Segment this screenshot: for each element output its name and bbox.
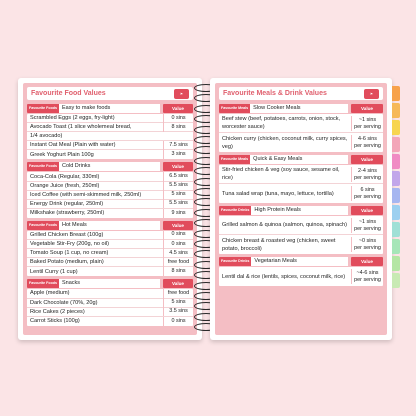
section-name: Snacks [59, 279, 160, 288]
item-name: Iced Coffee (with semi-skimmed milk, 250ml) [30, 191, 142, 198]
section-rows [219, 267, 383, 286]
brand-logo: ⚑ [174, 89, 189, 99]
item-name: Coca-Cola (Regular, 330ml) [30, 173, 100, 180]
index-tab[interactable] [392, 86, 400, 101]
value-header: Value [351, 104, 383, 113]
value-unit: per serving [354, 277, 381, 283]
value-header: Value [351, 155, 383, 164]
value-header: Value [163, 221, 193, 230]
item-value [351, 135, 383, 150]
value-unit: per serving [354, 225, 381, 232]
table-row [219, 267, 383, 286]
item-name: Rice Cakes (2 pieces) [30, 308, 85, 315]
table-row [27, 200, 193, 209]
section-header [27, 221, 193, 230]
index-tab[interactable] [392, 120, 400, 135]
right-page [210, 78, 392, 340]
value-amount: 4-6 sins [358, 136, 377, 142]
item-name: Tuna salad wrap (tuna, mayo, lettuce, tortilla) [222, 190, 334, 197]
section-header [219, 206, 383, 215]
index-tab[interactable] [392, 239, 400, 254]
item-name: Carrot Sticks (100g) [30, 318, 80, 325]
value-amount: 3 sins [171, 151, 186, 158]
item-value [163, 190, 193, 199]
index-tab[interactable] [392, 256, 400, 271]
item-name: Orange Juice (fresh, 250ml) [30, 182, 100, 189]
item-value [351, 237, 383, 252]
section-rows [27, 289, 193, 325]
table-row [27, 267, 193, 276]
table-row [27, 209, 193, 218]
table-row [219, 184, 383, 203]
item-name: Vegetable Stir-Fry (200g, no oil) [30, 241, 109, 248]
item-name: Lentil Curry (1 cup) [30, 268, 78, 275]
item-value [163, 317, 193, 326]
value-amount: 5.5 sins [169, 200, 188, 207]
section-name: Hot Meals [59, 221, 160, 230]
section-header [219, 104, 383, 113]
section-rows [27, 231, 193, 276]
index-tab[interactable] [392, 171, 400, 186]
item-value [163, 289, 193, 298]
section-rows [219, 216, 383, 254]
value-unit: per serving [354, 245, 381, 251]
value-header: Value [163, 162, 193, 171]
planner-book [18, 78, 400, 340]
value-amount: 0 sins [171, 317, 186, 324]
food-section [219, 206, 383, 254]
value-amount: 9 sins [171, 209, 186, 216]
item-name: Avocado Toast (1 slice wholemeal bread, [30, 124, 132, 131]
table-row [27, 150, 193, 159]
item-value [351, 186, 383, 201]
table-row [27, 123, 193, 132]
value-amount: 2-4 sins [358, 167, 377, 174]
section-name: Quick & Easy Meals [250, 155, 348, 164]
value-amount: 8 sins [171, 123, 186, 130]
value-amount: ~1 sins [358, 116, 377, 123]
food-section [27, 279, 193, 325]
category-tag: Favourite Meals [219, 104, 250, 113]
item-value [163, 181, 193, 190]
right-sections [219, 104, 383, 286]
value-amount: 8 sins [171, 268, 186, 275]
value-amount: ~1 sins [358, 218, 377, 225]
item-value [163, 298, 193, 307]
item-value [163, 240, 193, 249]
table-row [219, 216, 383, 235]
item-value [163, 258, 193, 267]
index-tab[interactable] [392, 273, 400, 288]
item-value [163, 307, 193, 316]
item-value [351, 218, 383, 233]
section-rows [27, 114, 193, 159]
food-section [27, 221, 193, 276]
category-tag: Favourite Meals [219, 155, 250, 164]
page-title: Favourite Food Values [31, 90, 106, 97]
table-row [27, 308, 193, 317]
item-name: Stir-fried chicken & veg (soy sauce, sesame oil, rice) [222, 167, 340, 181]
category-tag: Favourite Foods [27, 104, 59, 113]
value-amount: 6.5 sins [169, 172, 188, 179]
item-value [163, 230, 193, 239]
index-tab[interactable] [392, 137, 400, 152]
item-value [351, 167, 383, 182]
value-header: Value [163, 279, 193, 288]
category-tag: Favourite Foods [27, 221, 59, 230]
section-rows [219, 165, 383, 203]
item-value [163, 249, 193, 258]
item-value [163, 172, 193, 181]
item-value [163, 114, 193, 123]
item-name: Energy Drink (regular, 250ml) [30, 200, 104, 207]
page-title-bar [219, 87, 383, 100]
value-amount: 6 sins [360, 187, 375, 193]
index-tab[interactable] [392, 154, 400, 169]
value-amount: 4.5 sins [169, 249, 188, 256]
item-name: Apple (medium) [30, 290, 70, 297]
value-amount: 0 sins [171, 231, 186, 238]
value-amount: ~4-6 sins [356, 270, 379, 276]
brand-logo: ⚑ [364, 89, 379, 99]
item-name: Baked Potato (medium, plain) [30, 259, 104, 266]
item-name: Tomato Soup (1 cup, no cream) [30, 250, 109, 257]
value-amount: 0 sins [171, 240, 186, 247]
index-tab[interactable] [392, 222, 400, 237]
section-rows [27, 172, 193, 217]
section-header [219, 155, 383, 164]
item-value [351, 269, 383, 284]
table-row [27, 141, 193, 150]
food-section [219, 155, 383, 203]
value-amount: 5 sins [171, 191, 186, 198]
value-amount: 0 sins [171, 114, 186, 121]
section-name: Easy to make foods [59, 104, 160, 113]
section-header [27, 279, 193, 288]
value-amount: free food [167, 289, 190, 296]
item-name: Chicken curry (chicken, coconut milk, curry spices, veg) [222, 135, 348, 150]
left-page-inner [23, 83, 197, 335]
page-title-bar [27, 87, 193, 100]
item-value [163, 123, 193, 132]
value-amount: 3.5 sins [169, 308, 188, 315]
table-row [27, 317, 193, 326]
value-unit: per serving [354, 123, 381, 130]
food-section [219, 104, 383, 152]
item-name: Grilled salmon & quinoa (salmon, quinoa, spinach) [222, 222, 347, 228]
table-row [219, 114, 383, 133]
left-page [18, 78, 202, 340]
section-name: Cold Drinks [59, 162, 160, 171]
value-amount: ~0 sins [358, 238, 377, 244]
item-value [163, 141, 193, 150]
page-title: Favourite Meals & Drink Values [223, 90, 327, 97]
index-tabs [392, 86, 400, 290]
value-unit: per serving [354, 174, 381, 181]
section-rows [219, 114, 383, 152]
table-row [27, 258, 193, 267]
section-name: Slow Cooker Meals [250, 104, 348, 113]
item-name: Scrambled Eggs (2 eggs, fry-light) [30, 115, 115, 122]
section-header [27, 104, 193, 113]
section-name: High Protein Meals [251, 206, 348, 215]
value-amount: free food [167, 258, 190, 265]
table-row [219, 235, 383, 254]
value-unit: per serving [354, 143, 381, 149]
table-row [219, 165, 383, 184]
item-value [351, 116, 383, 131]
category-tag: Favourite Foods [27, 162, 59, 171]
section-header [219, 257, 383, 266]
item-name: Dark Chocolate (70%, 20g) [30, 299, 98, 306]
item-name: 1/4 avocado) [30, 133, 63, 140]
section-name: Vegetarian Meals [251, 257, 348, 266]
value-amount: 5.5 sins [169, 182, 188, 189]
index-tab[interactable] [392, 103, 400, 118]
item-name: Beef stew (beef, potatoes, carrots, onion, stock, worcester sauce) [222, 116, 341, 130]
item-value [163, 199, 193, 208]
value-amount: 5 sins [171, 299, 186, 305]
category-tag: Favourite Drinks [219, 257, 251, 266]
food-section [27, 104, 193, 159]
section-header [27, 162, 193, 171]
item-name: Chicken breast & roasted veg (chicken, sweet potato, broccoli) [222, 237, 336, 252]
item-name: Greek Yoghurt Plain 100g [30, 151, 94, 158]
food-section [27, 162, 193, 217]
item-name: Grilled Chicken Breast (100g) [30, 231, 104, 238]
index-tab[interactable] [392, 188, 400, 203]
right-page-inner [215, 83, 387, 335]
value-header: Value [163, 104, 193, 113]
value-amount: 7.5 sins [169, 141, 188, 148]
item-value [163, 209, 193, 218]
item-name: Instant Oat Meal (Plain with water) [30, 142, 116, 149]
table-row [219, 133, 383, 152]
value-header: Value [351, 206, 383, 215]
item-value [163, 150, 193, 159]
category-tag: Favourite Drinks [219, 206, 251, 215]
item-name: Milkshake (strawberry, 250ml) [30, 210, 105, 217]
value-header: Value [351, 257, 383, 266]
left-sections [27, 104, 193, 326]
food-section [219, 257, 383, 286]
item-name: Lentil dal & rice (lentils, spices, coconut milk, rice) [222, 273, 346, 280]
category-tag: Favourite Foods [27, 279, 59, 288]
item-value [163, 267, 193, 276]
value-unit: per serving [354, 194, 381, 200]
index-tab[interactable] [392, 205, 400, 220]
